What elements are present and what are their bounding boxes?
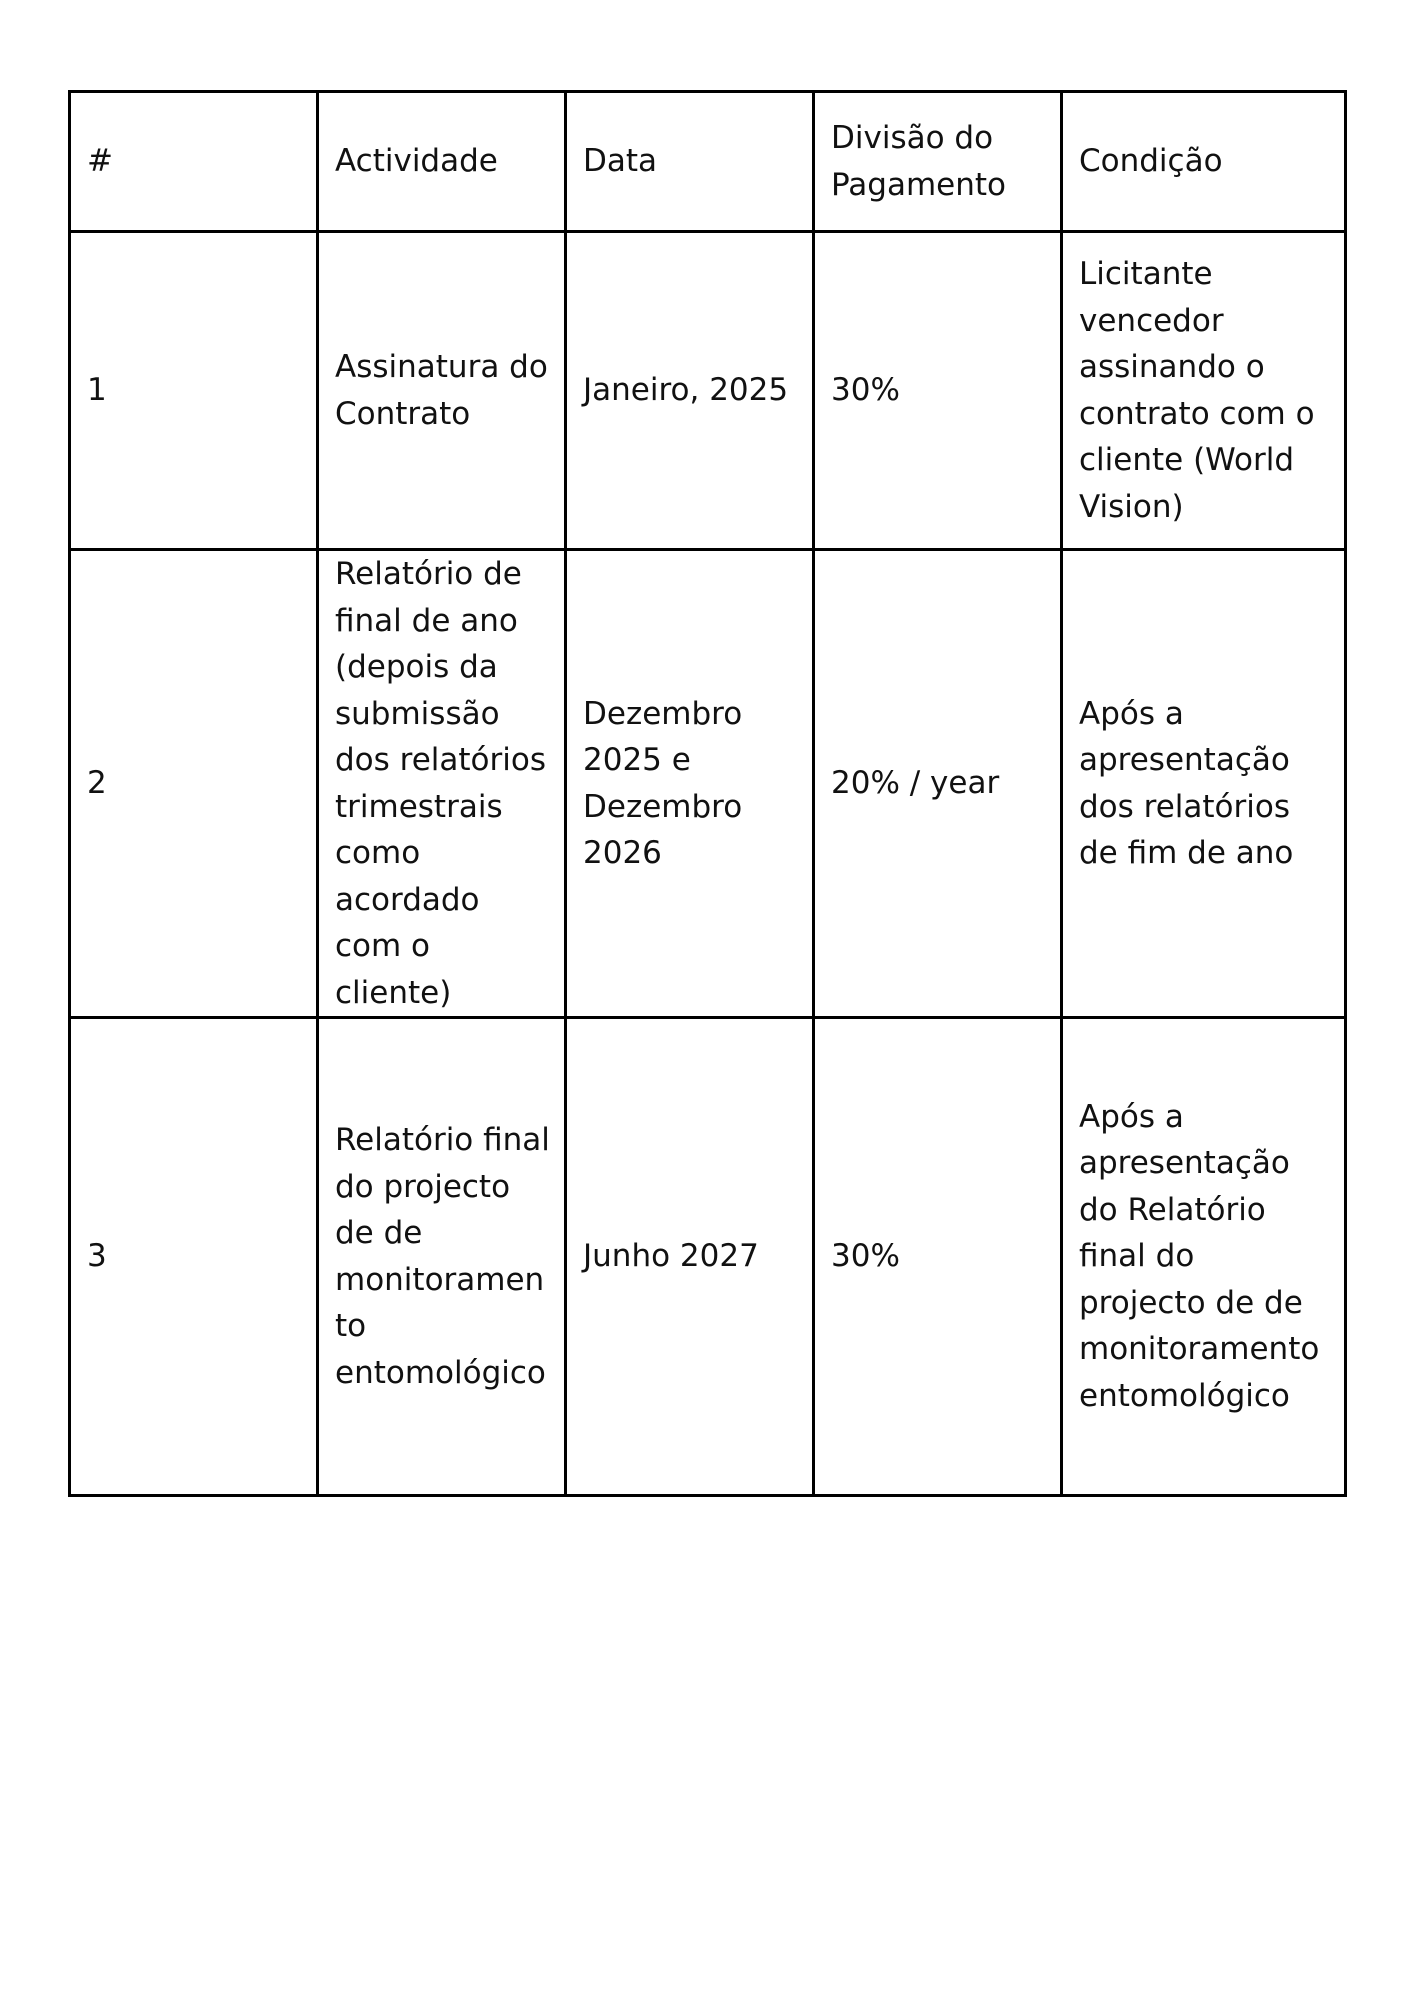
cell-condition: Após a apresentação dos relatórios de fim de ano bbox=[1062, 550, 1346, 1018]
cell-payment: 30% bbox=[814, 1018, 1062, 1496]
cell-number: 1 bbox=[70, 232, 318, 550]
cell-payment: 30% bbox=[814, 232, 1062, 550]
header-payment-division: Divisão do Pagamento bbox=[814, 92, 1062, 232]
header-activity: Actividade bbox=[318, 92, 566, 232]
cell-activity: Relatório de final de ano (depois da submissão dos relatórios trimestrais como acordado com o cliente) bbox=[318, 550, 566, 1018]
cell-payment: 20% / year bbox=[814, 550, 1062, 1018]
table-row bbox=[70, 1018, 1346, 1496]
cell-date: Junho 2027 bbox=[566, 1018, 814, 1496]
header-number: # bbox=[70, 92, 318, 232]
cell-number: 2 bbox=[70, 550, 318, 1018]
cell-activity: Relatório final do projecto de de monitoramen to entomológico bbox=[318, 1018, 566, 1496]
payment-schedule-table bbox=[68, 90, 1347, 1497]
cell-activity: Assinatura do Contrato bbox=[318, 232, 566, 550]
table-row bbox=[70, 232, 1346, 550]
header-date: Data bbox=[566, 92, 814, 232]
table-header-row bbox=[70, 92, 1346, 232]
cell-number: 3 bbox=[70, 1018, 318, 1496]
header-condition: Condição bbox=[1062, 92, 1346, 232]
cell-date: Dezembro 2025 e Dezembro 2026 bbox=[566, 550, 814, 1018]
cell-condition: Após a apresentação do Relatório final do projecto de de monitoramento entomológico bbox=[1062, 1018, 1346, 1496]
cell-date: Janeiro, 2025 bbox=[566, 232, 814, 550]
cell-condition: Licitante vencedor assinando o contrato com o cliente (World Vision) bbox=[1062, 232, 1346, 550]
table-row bbox=[70, 550, 1346, 1018]
